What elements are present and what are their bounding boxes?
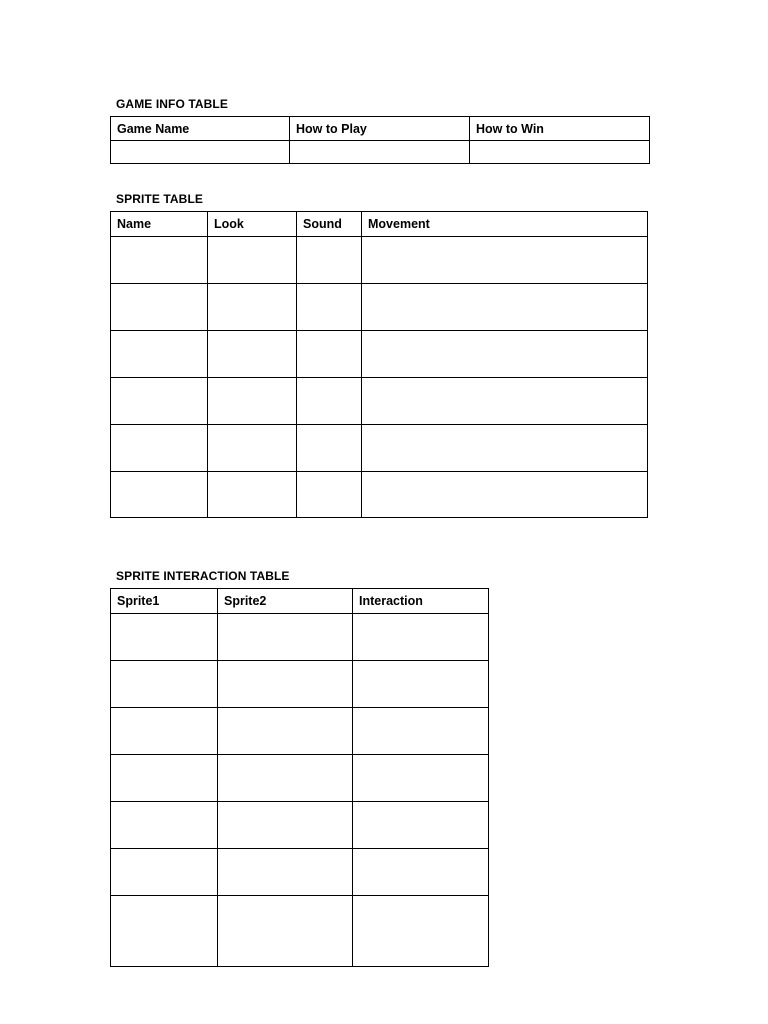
name-header: Name [111,212,208,237]
sound-cell[interactable] [297,237,362,284]
table-row [111,331,648,378]
game-info-table-title: GAME INFO TABLE [116,97,228,111]
name-cell[interactable] [111,331,208,378]
movement-cell[interactable] [362,331,648,378]
sound-cell[interactable] [297,472,362,518]
table-row [111,425,648,472]
game-name-cell[interactable] [111,141,290,164]
sprite2-cell[interactable] [218,708,353,755]
table-row [111,284,648,331]
table-row [111,378,648,425]
sprite2-cell[interactable] [218,896,353,967]
sprite1-cell[interactable] [111,896,218,967]
movement-header: Movement [362,212,648,237]
interaction-cell[interactable] [353,614,489,661]
movement-cell[interactable] [362,472,648,518]
interaction-cell[interactable] [353,802,489,849]
name-cell[interactable] [111,425,208,472]
table-row [111,472,648,518]
name-cell[interactable] [111,378,208,425]
look-cell[interactable] [208,472,297,518]
how-to-play-header: How to Play [290,117,470,141]
table-row [111,141,650,164]
table-row [111,755,489,802]
interaction-cell[interactable] [353,708,489,755]
movement-cell[interactable] [362,425,648,472]
look-header: Look [208,212,297,237]
sprite1-cell[interactable] [111,708,218,755]
look-cell[interactable] [208,284,297,331]
look-cell[interactable] [208,378,297,425]
sprite2-cell[interactable] [218,614,353,661]
sound-cell[interactable] [297,378,362,425]
table-header-row [111,589,489,614]
sprite-interaction-table-title: SPRITE INTERACTION TABLE [116,569,290,583]
sprite1-cell[interactable] [111,802,218,849]
game-info-table [110,116,650,164]
table-row [111,896,489,967]
look-cell[interactable] [208,331,297,378]
movement-cell[interactable] [362,284,648,331]
how-to-win-header: How to Win [470,117,650,141]
interaction-cell[interactable] [353,661,489,708]
sprite1-cell[interactable] [111,614,218,661]
table-row [111,802,489,849]
interaction-cell[interactable] [353,755,489,802]
sprite2-header: Sprite2 [218,589,353,614]
how-to-win-cell[interactable] [470,141,650,164]
movement-cell[interactable] [362,237,648,284]
movement-cell[interactable] [362,378,648,425]
sprite-table [110,211,648,518]
table-row [111,708,489,755]
table-row [111,237,648,284]
sprite1-header: Sprite1 [111,589,218,614]
table-row [111,661,489,708]
name-cell[interactable] [111,284,208,331]
sprite2-cell[interactable] [218,849,353,896]
sprite-table-title: SPRITE TABLE [116,192,203,206]
sprite1-cell[interactable] [111,849,218,896]
sprite1-cell[interactable] [111,755,218,802]
table-row [111,849,489,896]
interaction-cell[interactable] [353,896,489,967]
sprite2-cell[interactable] [218,802,353,849]
table-row [111,614,489,661]
sprite2-cell[interactable] [218,661,353,708]
interaction-header: Interaction [353,589,489,614]
sound-header: Sound [297,212,362,237]
sound-cell[interactable] [297,284,362,331]
name-cell[interactable] [111,472,208,518]
interaction-cell[interactable] [353,849,489,896]
look-cell[interactable] [208,425,297,472]
look-cell[interactable] [208,237,297,284]
sound-cell[interactable] [297,331,362,378]
sprite2-cell[interactable] [218,755,353,802]
table-header-row [111,117,650,141]
game-name-header: Game Name [111,117,290,141]
sprite1-cell[interactable] [111,661,218,708]
how-to-play-cell[interactable] [290,141,470,164]
sprite-interaction-table [110,588,489,967]
name-cell[interactable] [111,237,208,284]
sound-cell[interactable] [297,425,362,472]
table-header-row [111,212,648,237]
